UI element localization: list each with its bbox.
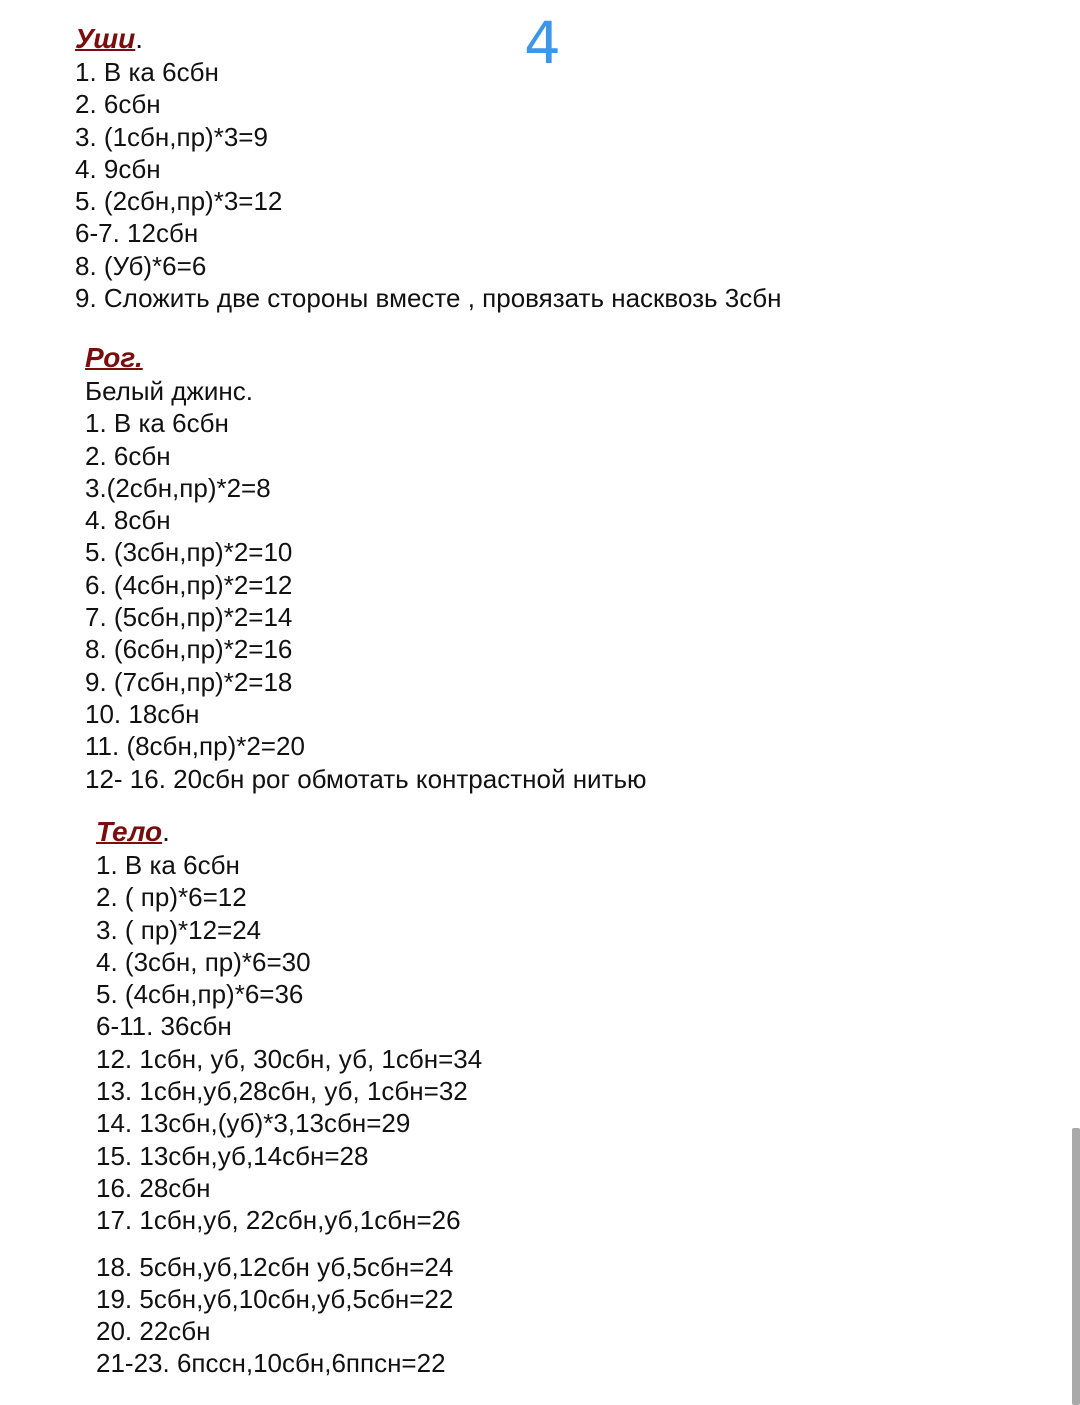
ears-line-2: 2. 6сбн bbox=[75, 89, 161, 120]
ears-line-3: 3. (1сбн,пр)*3=9 bbox=[75, 121, 268, 152]
page-number: 4 bbox=[524, 9, 561, 77]
scrollbar-thumb[interactable] bbox=[1072, 1128, 1080, 1405]
ears-line-6: 6-7. 12сбн bbox=[75, 218, 199, 249]
body-line-11: 16. 28сбн bbox=[96, 1172, 211, 1203]
horn-line-7: 6. (4сбн,пр)*2=12 bbox=[85, 569, 293, 600]
section-horn bbox=[85, 341, 647, 795]
section-title-body-text: Тело bbox=[96, 816, 163, 847]
body-line-3: 3. ( пр)*12=24 bbox=[96, 914, 262, 945]
horn-line-10: 9. (7сбн,пр)*2=18 bbox=[85, 666, 293, 697]
body-line-7: 12. 1сбн, уб, 30сбн, уб, 1сбн=34 bbox=[96, 1043, 483, 1074]
body-line-1: 1. В ка 6сбн bbox=[96, 850, 240, 880]
ears-line-8: 9. Сложить две стороны вместе , провязать насквозь 3сбн bbox=[75, 283, 782, 314]
section-body bbox=[96, 815, 482, 1380]
body-line-8: 13. 1сбн,уб,28сбн, уб, 1сбн=32 bbox=[96, 1076, 468, 1107]
horn-line-13: 12- 16. 20сбн рог обмотать контрастной нитью bbox=[85, 763, 647, 794]
body-line-6: 6-11. 36сбн bbox=[96, 1011, 232, 1042]
section-title-ears-text: Уши bbox=[75, 23, 136, 54]
section-title-ears bbox=[75, 22, 782, 56]
body-line-9: 14. 13сбн,(уб)*3,13сбн=29 bbox=[96, 1108, 411, 1139]
section-title-body-suffix: . bbox=[162, 816, 170, 847]
section-title-ears-suffix: . bbox=[135, 23, 144, 54]
body-line-12: 17. 1сбн,уб, 22сбн,уб,1сбн=26 bbox=[96, 1205, 461, 1236]
body-line-5: 5. (4сбн,пр)*6=36 bbox=[96, 979, 304, 1010]
horn-line-5: 4. 8сбн bbox=[85, 505, 171, 536]
horn-line-9: 8. (6сбн,пр)*2=16 bbox=[85, 634, 293, 665]
horn-line-8: 7. (5сбн,пр)*2=14 bbox=[85, 602, 293, 633]
body-line-2: 2. ( пр)*6=12 bbox=[96, 882, 247, 913]
body-line-13: 18. 5сбн,уб,12сбн уб,5сбн=24 bbox=[96, 1251, 454, 1282]
horn-line-11: 10. 18сбн bbox=[85, 698, 200, 729]
section-ears bbox=[75, 22, 782, 314]
horn-line-3: 2. 6сбн bbox=[85, 440, 171, 471]
ears-line-4: 4. 9сбн bbox=[75, 153, 161, 184]
horn-line-12: 11. (8сбн,пр)*2=20 bbox=[85, 731, 305, 762]
body-line-4: 4. (3сбн, пр)*6=30 bbox=[96, 946, 311, 977]
body-line-15: 20. 22сбн bbox=[96, 1316, 211, 1347]
horn-line-2: 1. В ка 6сбн bbox=[85, 408, 229, 439]
body-line-14: 19. 5сбн,уб,10сбн,уб,5сбн=22 bbox=[96, 1283, 454, 1314]
section-title-body bbox=[96, 815, 482, 849]
ears-line-7: 8. (Уб)*6=6 bbox=[75, 250, 207, 281]
horn-line-1: Белый джинс. bbox=[85, 376, 253, 406]
horn-line-4: 3.(2сбн,пр)*2=8 bbox=[85, 472, 271, 503]
ears-line-1: 1. В ка 6сбн bbox=[75, 57, 219, 87]
section-title-horn: Рог. bbox=[85, 342, 143, 373]
body-line-10: 15. 13сбн,уб,14сбн=28 bbox=[96, 1140, 369, 1171]
body-line-16: 21-23. 6пссн,10сбн,6ппсн=22 bbox=[96, 1348, 446, 1379]
horn-line-6: 5. (3сбн,пр)*2=10 bbox=[85, 537, 293, 568]
ears-line-5: 5. (2сбн,пр)*3=12 bbox=[75, 186, 283, 217]
